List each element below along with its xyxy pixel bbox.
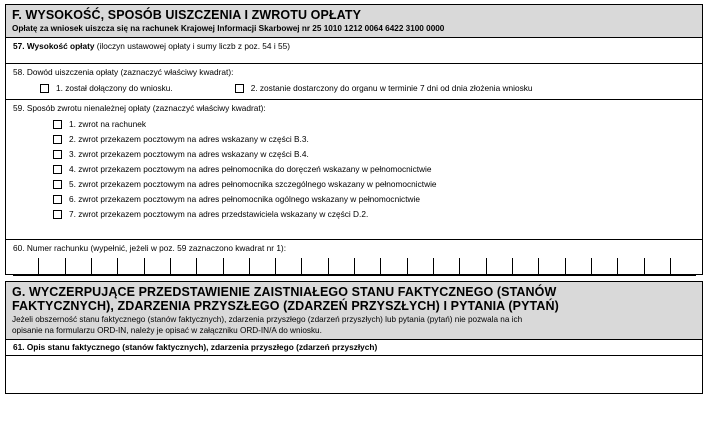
checkbox-icon[interactable]	[53, 180, 62, 189]
account-number-cell[interactable]	[459, 258, 485, 275]
section-g-title-line1: G. WYCZERPUJĄCE PRZEDSTAWIENIE ZAISTNIAŁEGO STANU FAKTYCZNEGO (STANÓW	[12, 285, 557, 299]
field-59-option-5[interactable]	[53, 179, 696, 189]
account-number-cell[interactable]	[407, 258, 433, 275]
field-59-option-6[interactable]	[53, 194, 696, 204]
account-number-cell[interactable]	[301, 258, 327, 275]
account-number-cell[interactable]	[538, 258, 564, 275]
account-number-cell[interactable]	[170, 258, 196, 275]
account-number-cell[interactable]	[144, 258, 170, 275]
field-58-option-1[interactable]	[40, 83, 173, 93]
account-number-input[interactable]	[13, 258, 696, 276]
account-number-cell[interactable]	[328, 258, 354, 275]
checkbox-icon[interactable]	[53, 195, 62, 204]
account-number-cell[interactable]	[591, 258, 617, 275]
field-60-label: 60. Numer rachunku (wypełnić, jeżeli w poz. 59 zaznaczono kwadrat nr 1):	[13, 243, 287, 253]
field-58-option-2[interactable]	[235, 83, 533, 93]
checkbox-icon[interactable]	[235, 84, 244, 93]
field-59-option-7[interactable]	[53, 209, 696, 219]
account-number-cell[interactable]	[565, 258, 591, 275]
field-59-option-3[interactable]	[53, 149, 696, 159]
field-58-options	[40, 83, 696, 93]
field-59-label: 59. Sposób zwrotu nienależnej opłaty (zaznaczyć właściwy kwadrat):	[13, 103, 266, 113]
account-number-cell[interactable]	[354, 258, 380, 275]
checkbox-icon[interactable]	[53, 210, 62, 219]
checkbox-icon[interactable]	[40, 84, 49, 93]
account-number-cell[interactable]	[433, 258, 459, 275]
account-number-cell[interactable]	[13, 258, 38, 275]
account-number-cell[interactable]	[249, 258, 275, 275]
field-58-option-1-label: 1. został dołączony do wniosku.	[56, 83, 173, 93]
section-g-note-line2: opisanie na formularzu ORD-IN, należy je opisać w załączniku ORD-IN/A do wniosku.	[12, 325, 322, 335]
field-61-textarea[interactable]	[5, 356, 703, 394]
field-58-label: 58. Dowód uiszczenia opłaty (zaznaczyć właściwy kwadrat):	[13, 67, 234, 77]
field-59-option-1-label: 1. zwrot na rachunek	[69, 119, 147, 129]
account-number-cell[interactable]	[644, 258, 670, 275]
section-g-header	[5, 281, 703, 340]
field-57-desc: (iloczyn ustawowej opłaty i sumy liczb z poz. 54 i 55)	[94, 41, 290, 51]
field-59-option-4-label: 4. zwrot przekazem pocztowym na adres pełnomocnika do doręczeń wskazany w pełnomocnictwie	[69, 164, 432, 174]
account-number-cell[interactable]	[223, 258, 249, 275]
field-59-option-1[interactable]	[53, 119, 696, 129]
field-59-option-2[interactable]	[53, 134, 696, 144]
field-59-option-2-label: 2. zwrot przekazem pocztowym na adres wskazany w części B.3.	[69, 134, 309, 144]
field-58-option-2-label: 2. zostanie dostarczony do organu w terminie 7 dni od dnia złożenia wniosku	[250, 83, 533, 93]
account-number-cell[interactable]	[670, 258, 696, 275]
field-60	[5, 240, 703, 275]
section-g-note-line1: Jeżeli obszerność stanu faktycznego (stanów faktycznych), zdarzenia przyszłego (zdarzeń przyszłych) lub pytania (pytań) nie pozwala na ich	[12, 315, 523, 324]
field-59-option-5-label: 5. zwrot przekazem pocztowym na adres pełnomocnika szczególnego wskazany w pełnomocnictwie	[69, 179, 437, 189]
account-number-cell[interactable]	[196, 258, 222, 275]
field-59-option-4[interactable]	[53, 164, 696, 174]
account-number-cell[interactable]	[617, 258, 643, 275]
field-59-option-6-label: 6. zwrot przekazem pocztowym na adres pełnomocnika ogólnego wskazany w pełnomocnictwie	[69, 194, 420, 204]
account-number-cell[interactable]	[117, 258, 143, 275]
field-61-header	[5, 340, 703, 356]
field-57	[5, 38, 703, 64]
field-59-option-3-label: 3. zwrot przekazem pocztowym na adres wskazany w części B.4.	[69, 149, 309, 159]
field-59	[5, 100, 703, 240]
checkbox-icon[interactable]	[53, 135, 62, 144]
field-59-options	[53, 119, 696, 219]
field-58	[5, 64, 703, 100]
account-number-cell[interactable]	[65, 258, 91, 275]
section-f-header	[5, 4, 703, 38]
checkbox-icon[interactable]	[53, 120, 62, 129]
field-61-label: 61. Opis stanu faktycznego (stanów faktycznych), zdarzenia przyszłego (zdarzeń przyszłych)	[13, 342, 378, 352]
account-number-cell[interactable]	[275, 258, 301, 275]
account-number-cell[interactable]	[486, 258, 512, 275]
section-f-title: F. WYSOKOŚĆ, SPOSÓB UISZCZENIA I ZWROTU OPŁATY	[12, 8, 362, 22]
checkbox-icon[interactable]	[53, 165, 62, 174]
account-number-cell[interactable]	[38, 258, 64, 275]
field-59-option-7-label: 7. zwrot przekazem pocztowym na adres przedstawiciela wskazany w części D.2.	[69, 209, 369, 219]
field-57-label	[13, 41, 696, 52]
account-number-cell[interactable]	[91, 258, 117, 275]
section-f-subtitle: Opłatę za wniosek uiszcza się na rachunek Krajowej Informacji Skarbowej nr 25 1010 1212 0064 6422 3100 0000	[12, 24, 445, 33]
account-number-cell[interactable]	[512, 258, 538, 275]
field-57-number: 57. Wysokość opłaty	[13, 41, 95, 51]
account-number-cell[interactable]	[380, 258, 406, 275]
checkbox-icon[interactable]	[53, 150, 62, 159]
section-g-title-line2: FAKTYCZNYCH), ZDARZENIA PRZYSZŁEGO (ZDARZEŃ PRZYSZŁYCH) I PYTANIA (PYTAŃ)	[12, 299, 559, 313]
